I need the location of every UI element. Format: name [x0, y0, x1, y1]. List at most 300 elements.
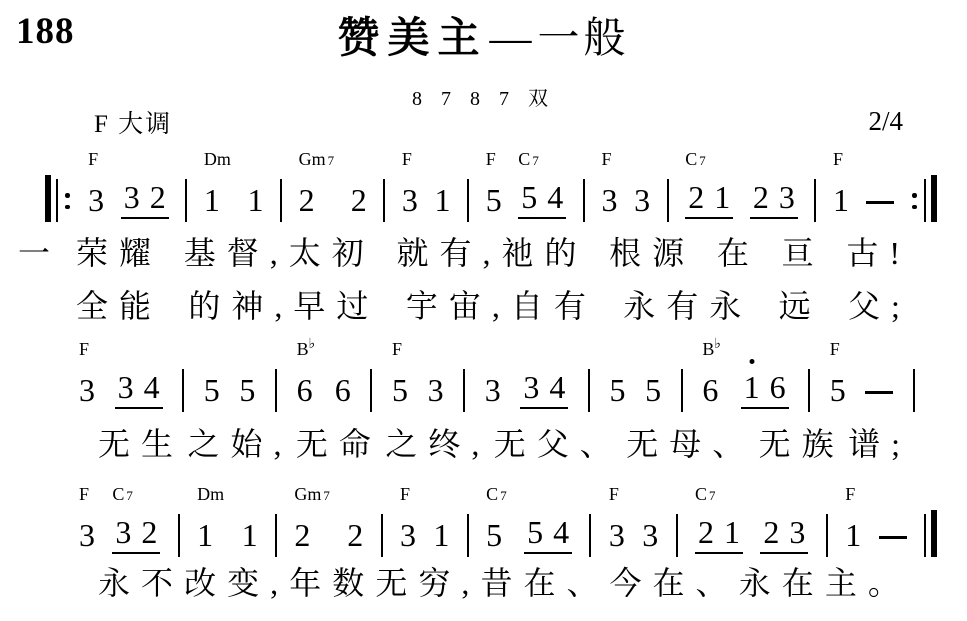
- barline: [583, 148, 585, 219]
- note: [294, 483, 329, 554]
- repeat-dots: [65, 193, 70, 209]
- lyric-word: 无族: [758, 426, 845, 462]
- chord-slot: [609, 483, 619, 508]
- note: [830, 338, 846, 409]
- barline: [583, 179, 585, 222]
- note: [642, 483, 658, 554]
- note-row: [185, 173, 187, 219]
- note-row: [121, 173, 169, 219]
- seventh-digit: 7: [126, 488, 133, 503]
- barline: [913, 338, 915, 409]
- note-number: 5: [527, 514, 544, 550]
- note-number: 5: [645, 372, 662, 408]
- note-number: 3: [88, 182, 105, 218]
- music-line-2: [45, 338, 937, 409]
- note-number: 4: [553, 514, 570, 550]
- half-note-dash: [865, 338, 893, 409]
- note-row: [112, 508, 160, 554]
- verse-number: 一: [18, 235, 51, 271]
- note-number: 3: [115, 514, 132, 550]
- note-row: [275, 508, 277, 554]
- note-row: [924, 508, 937, 554]
- lyric-word: 就有,祂的: [396, 235, 588, 271]
- chord-label: F: [845, 484, 856, 504]
- note-number: 1: [724, 514, 741, 550]
- note-number: 2: [294, 517, 311, 553]
- note-row: [609, 508, 625, 554]
- lyric-line-2: [76, 287, 911, 325]
- note-number: 4: [143, 369, 160, 405]
- barline: [275, 514, 277, 557]
- barline: [463, 338, 465, 409]
- note-group: [695, 483, 743, 554]
- note-row: [865, 363, 893, 409]
- barline: [588, 369, 590, 412]
- lyric-line-3: [76, 425, 911, 463]
- note-number: 2: [141, 514, 158, 550]
- barline: [178, 483, 180, 554]
- note-row: [833, 173, 849, 219]
- note: [79, 483, 95, 554]
- chord-label: C 7: [518, 149, 539, 169]
- note-row: [428, 363, 444, 409]
- lyric-word: 永有永: [623, 288, 753, 324]
- chord-label: F: [833, 149, 844, 169]
- barline: [913, 369, 915, 412]
- lyric-word: 无穷,: [375, 565, 481, 601]
- lyric-word: 谱;: [848, 426, 911, 462]
- barline: [280, 148, 282, 219]
- barline: [370, 338, 372, 409]
- note-number: 3: [401, 182, 418, 218]
- note-row: [204, 173, 220, 219]
- barline: [467, 179, 469, 222]
- lyric-word: 基督,太初: [183, 235, 375, 271]
- note-number: 2: [298, 182, 315, 218]
- barline: [676, 514, 678, 557]
- note-row: [204, 363, 220, 409]
- note: [347, 483, 363, 554]
- chord-slot: [685, 148, 706, 173]
- hymn-number: 188: [16, 11, 75, 52]
- note: [435, 148, 451, 219]
- note-number: 6: [702, 372, 719, 408]
- note-row: [79, 508, 95, 554]
- note: [392, 338, 408, 409]
- note-row: [435, 173, 451, 219]
- note-row: [485, 363, 501, 409]
- beamed-group: [518, 178, 566, 219]
- barline: [383, 179, 385, 222]
- chord-label: C 7: [695, 484, 716, 504]
- note: [297, 338, 316, 409]
- note-row: [524, 508, 572, 554]
- chord-slot: [297, 338, 316, 363]
- chord-label: F: [88, 149, 99, 169]
- final-barline: [924, 483, 937, 554]
- barline: [275, 338, 277, 409]
- note-row: [45, 173, 72, 219]
- title-dash: —: [489, 16, 532, 62]
- lyric-word: 无母、: [626, 426, 756, 462]
- note-row: [467, 508, 469, 554]
- note-group: [115, 338, 163, 409]
- beamed-group: [524, 513, 572, 554]
- note: [204, 338, 220, 409]
- note-group: [741, 338, 789, 409]
- note-row: [685, 173, 733, 219]
- note: [239, 338, 255, 409]
- lyric-word: 之始,: [187, 426, 293, 462]
- lyric-word: 永: [738, 565, 782, 601]
- note: [247, 148, 263, 219]
- barline: [275, 369, 277, 412]
- chord-slot: [392, 338, 402, 363]
- note-number: 3: [778, 179, 795, 215]
- note-row: [645, 363, 661, 409]
- note-number: 2: [350, 182, 367, 218]
- flat-sign: ♭: [714, 336, 721, 352]
- lyric-word: 无命: [295, 426, 382, 462]
- note: [335, 338, 351, 409]
- note-number: 3: [608, 517, 625, 553]
- note-number: 5: [391, 372, 408, 408]
- chord-slot: [402, 148, 412, 173]
- note-number: 4: [547, 179, 564, 215]
- note-row: [589, 508, 591, 554]
- note-number: 3: [523, 369, 540, 405]
- lyric-word: 无父、: [493, 426, 623, 462]
- note-row: [178, 508, 180, 554]
- seventh-digit: 7: [532, 153, 539, 168]
- note: [351, 148, 367, 219]
- barline: [588, 338, 590, 409]
- beamed-group: [741, 368, 789, 409]
- repeat-open-barline: [45, 148, 72, 219]
- barline: [667, 148, 669, 219]
- chord-label: Gm 7: [294, 484, 330, 504]
- title-subtitle: 一般: [537, 16, 630, 62]
- note-number: 4: [549, 369, 566, 405]
- note-number: 5: [239, 372, 256, 408]
- note-number: 6: [296, 372, 313, 408]
- chord-label: C 7: [685, 149, 706, 169]
- barline: [370, 369, 372, 412]
- note: [485, 338, 501, 409]
- lyric-word: 在: [716, 235, 760, 271]
- seventh-digit: 7: [500, 488, 507, 503]
- note-row: [601, 173, 617, 219]
- note-number: 3: [79, 372, 95, 408]
- lyric-word: 根源: [609, 235, 696, 271]
- note-row: [335, 363, 351, 409]
- note-row: [913, 363, 915, 409]
- note-row: [518, 173, 566, 219]
- dash: [879, 536, 907, 539]
- note-row: [280, 173, 282, 219]
- note-row: [486, 508, 502, 554]
- note-number: 3: [427, 372, 444, 408]
- chord-slot: [112, 483, 133, 508]
- note-row: [239, 363, 255, 409]
- note-number: 2: [763, 514, 780, 550]
- barline: [808, 369, 810, 412]
- barline: [381, 483, 383, 554]
- barline: [182, 338, 184, 409]
- beamed-group: [112, 513, 160, 554]
- chord-label: F: [608, 484, 619, 504]
- note-row: [760, 508, 808, 554]
- chord-slot: [294, 483, 329, 508]
- note-row: [88, 173, 104, 219]
- chord-slot: [486, 483, 507, 508]
- note-number: 2: [149, 179, 166, 215]
- chord-label: F: [391, 339, 402, 359]
- beamed-group: [760, 513, 808, 554]
- chord-slot: [79, 483, 89, 508]
- note-row: [381, 508, 383, 554]
- lyric-word: 全能: [76, 288, 163, 324]
- note-number: 3: [400, 517, 416, 553]
- note-number: 2: [688, 179, 705, 215]
- note-row: [826, 508, 828, 554]
- note-number: 1: [247, 182, 264, 218]
- beamed-group: [121, 178, 169, 219]
- note-number: 3: [634, 182, 651, 218]
- chord-label: F: [829, 339, 840, 359]
- note-number: 5: [485, 182, 502, 218]
- barline: [381, 514, 383, 557]
- note-row: [79, 363, 95, 409]
- chord-label: C 7: [486, 484, 507, 504]
- note-number: 1: [845, 517, 862, 553]
- note-row: [463, 363, 465, 409]
- note-row: [370, 363, 372, 409]
- note-number: 5: [609, 372, 626, 408]
- note-row: [741, 363, 789, 409]
- note-row: [297, 363, 313, 409]
- music-line-1: [45, 148, 937, 219]
- barline: [185, 179, 187, 222]
- note-row: [182, 363, 184, 409]
- half-note-dash: [879, 483, 907, 554]
- chord-label: F: [485, 149, 496, 169]
- note-number: 6: [334, 372, 351, 408]
- hymn-meter: 8 7 8 7 双: [412, 88, 555, 110]
- barline: [681, 369, 683, 412]
- beamed-group: [695, 513, 743, 554]
- note: [299, 148, 334, 219]
- note-row: [808, 363, 810, 409]
- note-number: 1: [433, 517, 450, 553]
- note-group: [524, 483, 572, 554]
- barline: [814, 179, 816, 222]
- seventh-digit: 7: [323, 488, 330, 503]
- note: [601, 148, 617, 219]
- note-group: [520, 338, 568, 409]
- chord-label: Dm: [197, 484, 225, 504]
- barline: [826, 514, 828, 557]
- chord-slot: [204, 148, 231, 173]
- note-row: [115, 363, 163, 409]
- note-row: [294, 508, 310, 554]
- seventh-digit: 7: [699, 153, 706, 168]
- note: [400, 483, 416, 554]
- note-number: 3: [601, 182, 618, 218]
- lyric-word: 的神,早过: [188, 288, 380, 324]
- note-number: 1: [203, 182, 220, 218]
- lyric-word: 之终,: [385, 426, 491, 462]
- note-row: [695, 508, 743, 554]
- note-number: 3: [789, 514, 806, 550]
- lyric-word: 远: [778, 288, 822, 324]
- note-row: [634, 173, 650, 219]
- note-number: 2: [698, 514, 715, 550]
- lyric-word: 古!: [846, 235, 911, 271]
- note-row: [467, 173, 469, 219]
- note-number: 3: [79, 517, 95, 553]
- note-number: 2: [752, 179, 769, 215]
- note-row: [392, 363, 408, 409]
- note-row: [879, 508, 907, 554]
- chord-label: F: [79, 339, 90, 359]
- note-row: [275, 363, 277, 409]
- note: [634, 148, 650, 219]
- note-number: 1: [197, 517, 214, 553]
- note-row: [400, 508, 416, 554]
- key-signature: F 大调: [94, 111, 173, 138]
- barline: [589, 514, 591, 557]
- seventh-digit: 7: [327, 153, 335, 168]
- barline: [463, 369, 465, 412]
- chord-label: F: [400, 484, 411, 504]
- time-signature: 2/4: [868, 106, 903, 136]
- chord-slot: [845, 483, 855, 508]
- note-number: 3: [484, 372, 501, 408]
- chord-slot: [702, 338, 721, 363]
- note-number: 3: [117, 369, 134, 405]
- chord-slot: [400, 483, 410, 508]
- note-row: [814, 173, 816, 219]
- chord-slot: [830, 338, 840, 363]
- barline: [383, 148, 385, 219]
- note: [486, 483, 507, 554]
- note: [428, 338, 444, 409]
- note: [402, 148, 418, 219]
- note-row: [667, 173, 669, 219]
- barline: [667, 179, 669, 222]
- note: [833, 148, 849, 219]
- barline: [182, 369, 184, 412]
- music-line-3: [45, 483, 937, 554]
- lyric-word: 宇宙,自有: [405, 288, 597, 324]
- lyric-word: 荣耀: [76, 235, 163, 271]
- barline: [467, 483, 469, 554]
- note-number: 1: [434, 182, 451, 218]
- beamed-group: [750, 178, 798, 219]
- lyric-word: 改变,: [184, 565, 290, 601]
- dash: [865, 391, 893, 394]
- dash: [866, 201, 894, 204]
- note-row: [642, 508, 658, 554]
- chord-slot: [88, 148, 98, 173]
- note-row: [351, 173, 367, 219]
- note-row: [383, 173, 385, 219]
- chord-label: F: [601, 149, 612, 169]
- chord-label: Gm 7: [298, 149, 335, 169]
- note-row: [242, 508, 258, 554]
- chord-label: B♭: [296, 336, 316, 359]
- note-row: [681, 363, 683, 409]
- note: [204, 148, 231, 219]
- repeat-close-barline: [910, 148, 937, 219]
- chord-slot: [197, 483, 224, 508]
- barline: [826, 483, 828, 554]
- lyric-word: 主。: [824, 565, 911, 601]
- note-number: 1: [833, 182, 850, 218]
- note-row: [347, 508, 363, 554]
- note-number: 3: [123, 179, 140, 215]
- beamed-group: [115, 368, 163, 409]
- note-number: 5: [203, 372, 220, 408]
- note-number: 3: [642, 517, 659, 553]
- note: [79, 338, 95, 409]
- note: [486, 148, 502, 219]
- chord-label: B♭: [702, 336, 721, 359]
- chord-label: F: [401, 149, 412, 169]
- lyric-word: 亘: [781, 235, 825, 271]
- note-number: 6: [769, 369, 786, 405]
- chord-slot: [486, 148, 496, 173]
- repeat-dots: [912, 193, 917, 209]
- chord-slot: [518, 148, 539, 173]
- note-row: [520, 363, 568, 409]
- barline: [467, 148, 469, 219]
- lyric-word: 无生: [98, 426, 185, 462]
- lyric-line-4: [76, 564, 911, 602]
- note-group: [685, 148, 733, 219]
- chord-slot: [695, 483, 716, 508]
- note: [702, 338, 721, 409]
- lyric-word: 年数: [289, 565, 376, 601]
- note-row: [866, 173, 894, 219]
- chord-slot: [833, 148, 843, 173]
- barline: [681, 338, 683, 409]
- note-row: [830, 363, 846, 409]
- note-group: [750, 148, 798, 219]
- chord-label: F: [79, 484, 90, 504]
- note-row: [583, 173, 585, 219]
- note: [242, 483, 258, 554]
- chord-label: C 7: [112, 484, 133, 504]
- lyric-word: 今在、: [609, 565, 739, 601]
- note-row: [610, 363, 626, 409]
- barline: [280, 179, 282, 222]
- note-row: [197, 508, 213, 554]
- note-row: [402, 173, 418, 219]
- note-row: [702, 363, 718, 409]
- lyric-word: 父;: [848, 288, 911, 324]
- note-group: [112, 483, 160, 554]
- note: [88, 148, 104, 219]
- note-row: [750, 173, 798, 219]
- barline: [467, 514, 469, 557]
- note-number: 5: [521, 179, 538, 215]
- note-group: [518, 148, 566, 219]
- note-row: [299, 173, 315, 219]
- note-group: [760, 483, 808, 554]
- barline: [185, 148, 187, 219]
